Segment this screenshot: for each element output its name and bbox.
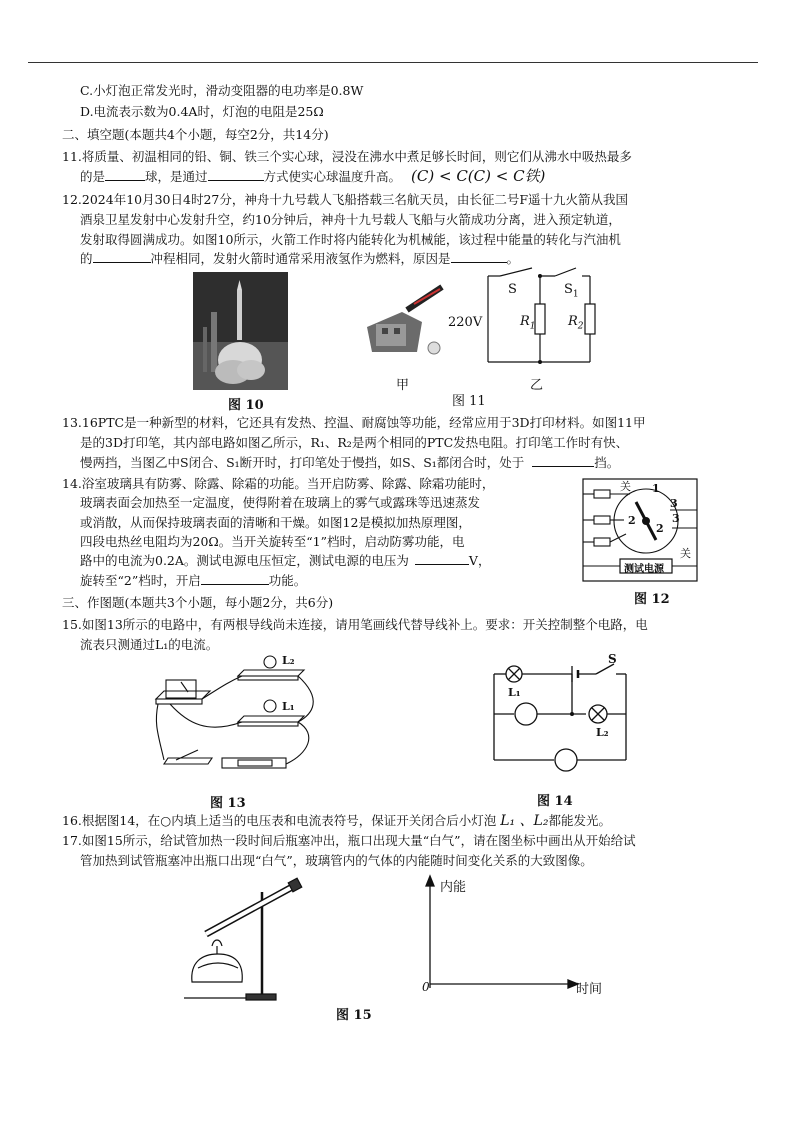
q16-lamps: L₁ 、L₂ <box>500 813 549 829</box>
q11-blank-2[interactable] <box>208 168 264 181</box>
fig15-ylabel: 内能 <box>440 880 467 895</box>
fig11-r1 <box>520 314 536 332</box>
fig12-guan-bottom: 关 <box>680 547 691 560</box>
fig11-switch-s: S <box>508 282 517 297</box>
q14-line3: 或消散，从而保持玻璃表面的清晰和干燥。如图12是模拟加热原理图， <box>80 515 471 530</box>
q12-line3: 发射取得圆满成功。如图10所示，火箭工作时将内能转化为机械能，该过程中能量的转化与汽油机 <box>80 232 621 247</box>
q11-text-c: 方式使实心球温度升高。 <box>263 169 402 184</box>
fig11-switch-s1 <box>564 282 579 300</box>
r2-letter: R <box>568 314 578 329</box>
q12-text-a: 的 <box>80 251 93 266</box>
fig12-num-1: 1 <box>652 482 660 495</box>
q14-line5 <box>80 552 490 570</box>
fig10-caption: 图 10 <box>228 398 264 413</box>
q11-text-b: 球，是通过 <box>145 169 208 184</box>
option-d: D.电流表示数为0.4A时，灯泡的电阻是25Ω <box>80 104 324 119</box>
q14-blank-2[interactable] <box>201 572 269 585</box>
q13-text-b: 挡。 <box>594 455 620 470</box>
q11-blank-1[interactable] <box>105 168 145 181</box>
top-rule <box>28 62 758 63</box>
fig11-caption: 图 11 <box>452 394 486 409</box>
q16-text-b: 都能发光。 <box>548 813 611 828</box>
fig15-axes <box>412 872 587 997</box>
q14-line1: 14.浴室玻璃具有防雾、除露、除霜的功能。当开启防雾、除露、除霜功能时， <box>62 476 495 491</box>
q13-line2: 是的3D打印笔，其内部电路如图乙所示，R₁、R₂是两个相同的PTC发热电阻。打印笔工作时有快、 <box>80 435 629 450</box>
q15-line2: 流表只测通过L₁的电流。 <box>80 637 219 652</box>
q17-line1: 17.如图15所示，给试管加热一段时间后瓶塞冲出，瓶口出现大量“白气”，请在图坐标中画出从开始给试 <box>62 833 636 848</box>
fig12-source-label: 测试电源 <box>624 564 664 575</box>
q17-line2: 管加热到试管瓶塞冲出瓶口出现“白气”，玻璃管内的气体的内能随时间变化关系的大致图像。 <box>80 853 593 868</box>
r2-sub: 2 <box>577 321 584 332</box>
option-c: C.小灯泡正常发光时，滑动变阻器的电功率是0.8W <box>80 83 364 98</box>
fig13-caption: 图 13 <box>210 796 246 811</box>
s1-letter: S <box>564 282 573 297</box>
fig13-l1-label: L₁ <box>282 700 295 713</box>
q13-blank[interactable] <box>532 454 594 467</box>
fig12-num-3b: 3 <box>672 512 680 525</box>
fill-section-title: 二、填空题(本题共4个小题，每空2分，共14分) <box>62 127 329 142</box>
draw-section-title: 三、作图题(本题共3个小题，每小题2分，共6分) <box>62 595 334 610</box>
fig12-caption: 图 12 <box>634 592 670 607</box>
3d-pen-image <box>362 282 457 357</box>
fig14-s-label: S <box>608 652 617 666</box>
fig14-l1-label: L₁ <box>508 686 521 699</box>
rocket-photo <box>193 272 288 390</box>
fig12-num-2: 2 <box>628 514 636 527</box>
q15-line1: 15.如图13所示的电路中，有两根导线尚未连接，请用笔画线代替导线补上。要求：开关控制整个电路，电 <box>62 617 648 632</box>
q11-line1: 11.将质量、初温相同的铅、铜、铁三个实心球，浸没在沸水中煮足够长时间，则它们从沸水中吸热最多 <box>62 149 632 164</box>
q12-text-c: 。 <box>506 251 520 266</box>
q14-text-d: 功能。 <box>268 573 307 588</box>
q16-line <box>62 812 611 830</box>
fig11-r2 <box>568 314 584 332</box>
q14-line4: 四段电热丝电阻均为20Ω。当开关旋转至“1”档时，启动防雾功能，电 <box>80 534 465 549</box>
q13-line3 <box>80 454 619 472</box>
q14-line6 <box>80 572 306 590</box>
q11-line2 <box>80 167 545 186</box>
q12-line1: 12.2024年10月30日4时27分，神舟十九号载人飞船搭载三名航天员，由长征二号F遥十九火箭从我国 <box>62 192 629 207</box>
q14-text-b: V， <box>468 553 491 568</box>
q14-text-a: 路中的电流为0.2A。测试电源电压恒定，测试电源的电压为 <box>80 553 409 568</box>
fig15-xlabel: 时间 <box>576 982 603 997</box>
fig12-guan-top: 关 <box>620 480 631 493</box>
s1-sub: 1 <box>572 289 579 300</box>
q12-blank-1[interactable] <box>93 250 151 263</box>
fig12-num-3: 3 <box>670 497 678 510</box>
fig11-voltage: 220V <box>448 315 483 330</box>
fig15-caption: 图 15 <box>336 1008 372 1023</box>
fig15-origin: 0 <box>422 980 430 994</box>
fig11-jia-label: 甲 <box>396 378 410 393</box>
q13-line1: 13.16PTC是一种新型的材料，它还具有发热、控温、耐腐蚀等功能，经常应用于3D打印材料。如图11甲 <box>62 415 646 430</box>
fig11-yi-label: 乙 <box>530 378 544 393</box>
q12-blank-2[interactable] <box>451 250 507 263</box>
fig14-circuit <box>486 654 634 774</box>
fig14-caption: 图 14 <box>537 794 573 809</box>
q13-text-a: 慢两挡，当图乙中S闭合、S₁断开时，打印笔处于慢挡，如S、S₁都闭合时，处于 <box>80 455 525 470</box>
q14-text-c: 旋转至“2”档时，开启 <box>80 573 201 588</box>
q12-text-b: 冲程相同，发射火箭时通常采用液氢作为燃料，原因是 <box>150 251 451 266</box>
r1-letter: R <box>520 314 530 329</box>
fig13-l2-label: L₂ <box>282 654 295 667</box>
fig13-diagram <box>148 654 323 779</box>
q12-line4 <box>80 250 519 268</box>
q11-text-a: 的是 <box>80 169 106 184</box>
q11-handwriting: (C) < C(C) < C铁) <box>411 167 546 185</box>
r1-sub: 1 <box>529 321 536 332</box>
q14-blank-1[interactable] <box>415 552 469 565</box>
q14-line2: 玻璃表面会加热至一定温度，使得附着在玻璃上的雾气或露珠等迅速蒸发 <box>80 495 481 510</box>
fig15-apparatus <box>176 872 306 1004</box>
q16-text-a: 16.根据图14，在○内填上适当的电压表和电流表符号，保证开关闭合后小灯泡 <box>62 813 497 828</box>
q12-line2: 酒泉卫星发射中心发射升空，约10分钟后，神舟十九号载人飞船与火箭成功分离，进入预定轨道， <box>80 212 621 227</box>
fig12-num-2b: 2 <box>656 522 664 535</box>
fig14-l2-label: L₂ <box>596 726 609 739</box>
